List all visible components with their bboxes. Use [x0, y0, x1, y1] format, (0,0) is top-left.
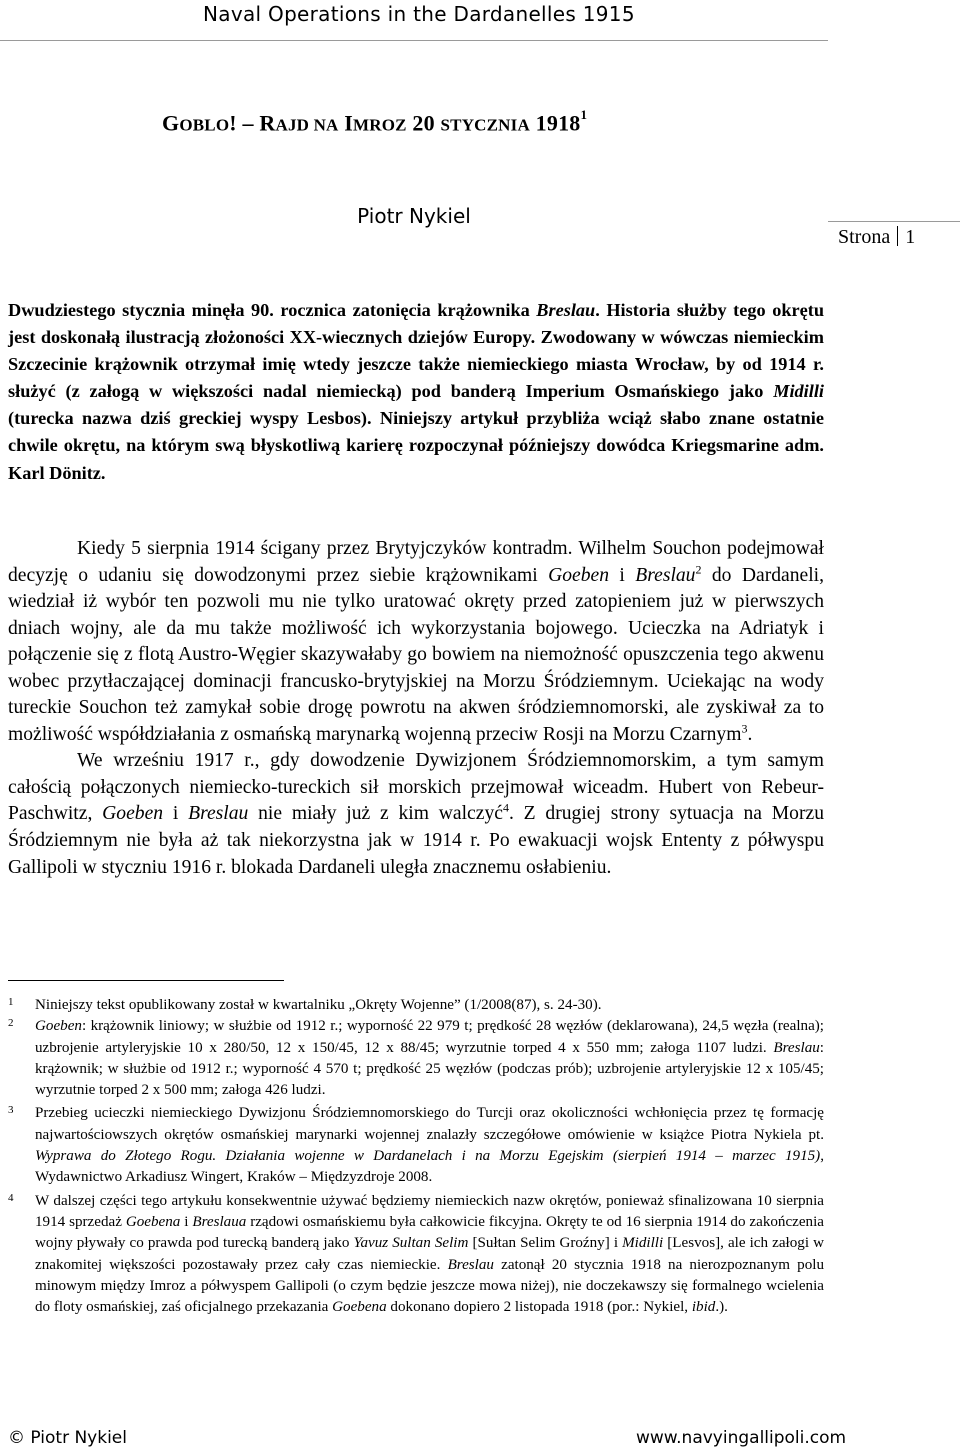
page-label-rule	[828, 221, 960, 222]
footnote-ref-2[interactable]: 2	[695, 562, 702, 577]
footer-website-link[interactable]: www.navyingallipoli.com	[636, 1428, 847, 1448]
footnote-ref-4[interactable]: 4	[502, 800, 509, 815]
footnote-1: 1 Niniejszy tekst opublikowany został w kwartalniku „Okręty Wojenne” (1/2008(87), s. 24-30).	[8, 996, 602, 1013]
footer-copyright: © Piotr Nykiel	[8, 1428, 127, 1448]
page-number-label: Strona 1	[838, 226, 916, 248]
footnote-3: 3 Przebieg ucieczki niemieckiego Dywizjonu Śródziemnomorskiego do Turcji oraz okoliczności wchłonięcia przez tę formację najwartościowszych okrętów osmańskiej marynarki wojennej znalazły szczegółowe omówienie w książce Piotra Nykiela pt. Wyprawa do Złotego Rogu. Działania wojenne w Dardanelach i na Morzu Egejskim (sierpień 1914 – marzec 1915), Wydawnictwo Arkadiusz Wingert, Kraków – Międzyzdroje 2008.	[8, 1104, 824, 1186]
article-title: GOBLO! – RAJD NA IMROZ 20 STYCZNIA 1918$^1$	[162, 107, 588, 136]
body-paragraph-1: Kiedy 5 sierpnia 1914 ścigany przez Brytyjczyków kontradm. Wilhelm Souchon podejmował decyzję o udaniu się dowodzonymi przez siebie krążownikami Goeben i Breslau$^2$ do Dardaneli, wiedział iż wybór ten pozwoli mu nie tylko uratować okręty przed zatopieniem już w pierwszych dniach wojny, ale da mu także możliwość ich wykorzystania bojowego. Ucieczka na Adriatyk i połączenie się z flotą Austro-Węgier skazywałaby go bowiem na niemożność opuszczenia tego akwenu wobec przytłaczającej dominacji francusko-brytyjskiej na Morzu Śródziemnym. Uciekając na wody tureckie Souchon też zamykał sobie drogę powrotu na akwen śródziemnomorski, ale zyskiwał za to możliwość współdziałania z osmańską marynarką wojenną przeciw Rosji na Morzu Czarnym$^3$.	[8, 538, 824, 745]
footnote-2: 2 Goeben: krążownik liniowy; w służbie od 1912 r.; wyporność 22 979 t; prędkość 28 węzłów (deklarowana), 24,5 węzła (realna); uzbrojenie artyleryjskie 10 x 280/50, 12 x 150/45, 12 x 88/45; wyrzutnie torped 4 x 550 mm; załoga 1107 ludzi. Breslau: krążownik; w służbie od 1912 r.; wyporność 4 570 t; prędkość 25 węzłów (podczas prób); uzbrojenie artyleryjskie 12 x 105/45; wyrzutnie torped 2 x 500 mm; załoga 426 ludzi.	[8, 1017, 824, 1099]
footnote-ref-3[interactable]: 3	[741, 721, 748, 736]
running-header: Naval Operations in the Dardanelles 1915	[203, 2, 635, 26]
header-rule	[0, 40, 828, 41]
lead-paragraph: Dwudziestego stycznia minęła 90. rocznica zatonięcia krążownika Breslau. Historia służby tego okrętu jest doskonałą ilustracją złożoności XX-wiecznych dziejów Europy. Zwodowany w wówczas niemieckim Szczecinie krążownik otrzymał imię wtedy jeszcze także niemieckiego miasta Wrocław, by od 1914 r. służyć (z załogą w większości nadal niemiecką) pod banderą Imperium Osmańskiego jako Midilli (turecka nazwa dziś greckiej wyspy Lesbos). Niniejszy artykuł przybliża wciąż słabo znane ostatnie chwile okrętu, na którym swą błyskotliwą karierę rozpoczynał późniejszy dowódca Kriegsmarine adm. Karl Dönitz.	[8, 300, 824, 483]
title-footnote-ref[interactable]: 1	[580, 107, 588, 122]
page-label-divider	[897, 226, 898, 246]
article-author: Piotr Nykiel	[357, 204, 471, 228]
footnote-4: 4 W dalszej części tego artykułu konsekwentnie używać będziemy niemieckich nazw okrętów, ponieważ sfinalizowana 10 sierpnia 1914 sprzedaż Goebena i Breslaua rządowi osmańskiemu była całkowicie fikcyjna. Okręty te od 16 sierpnia 1914 do zakończenia wojny pływały co prawda pod turecką banderą jako Yavuz Sultan Selim [Sułtan Selim Groźny] i Midilli [Lesvos], ale ich załogi w znakomitej większości pozostawały przez cały czas niemieckie. Breslau zatonął 20 stycznia 1918 na nierozpoznanym polu minowym między Imroz a półwyspem Gallipoli (o czym będzie jeszcze mowa niżej), nie doczekawszy się formalnego wcielenia do floty osmańskiej, zaś oficjalnego przekazania Goebena dokonano dopiero 2 listopada 1918 (por.: Nykiel, ibid.).	[8, 1191, 824, 1316]
footnotes	[8, 995, 824, 1318]
article-body	[8, 536, 824, 881]
body-paragraph-2: We wrześniu 1917 r., gdy dowodzenie Dywizjonem Śródziemnomorskim, a tym samym całością połączonych niemiecko-tureckich sił morskich przejmował wiceadm. Hubert von Rebeur-Paschwitz, Goeben i Breslau nie miały już z kim walczyć$^4$. Z drugiej strony sytuacja na Morzu Śródziemnym nie była aż tak niekorzystna jak w 1914 r. Po ewakuacji wojsk Ententy z półwyspu Gallipoli w styczniu 1916 r. blokada Dardaneli uległa znacznemu osłabieniu.	[8, 750, 824, 878]
footnote-separator	[8, 980, 284, 981]
